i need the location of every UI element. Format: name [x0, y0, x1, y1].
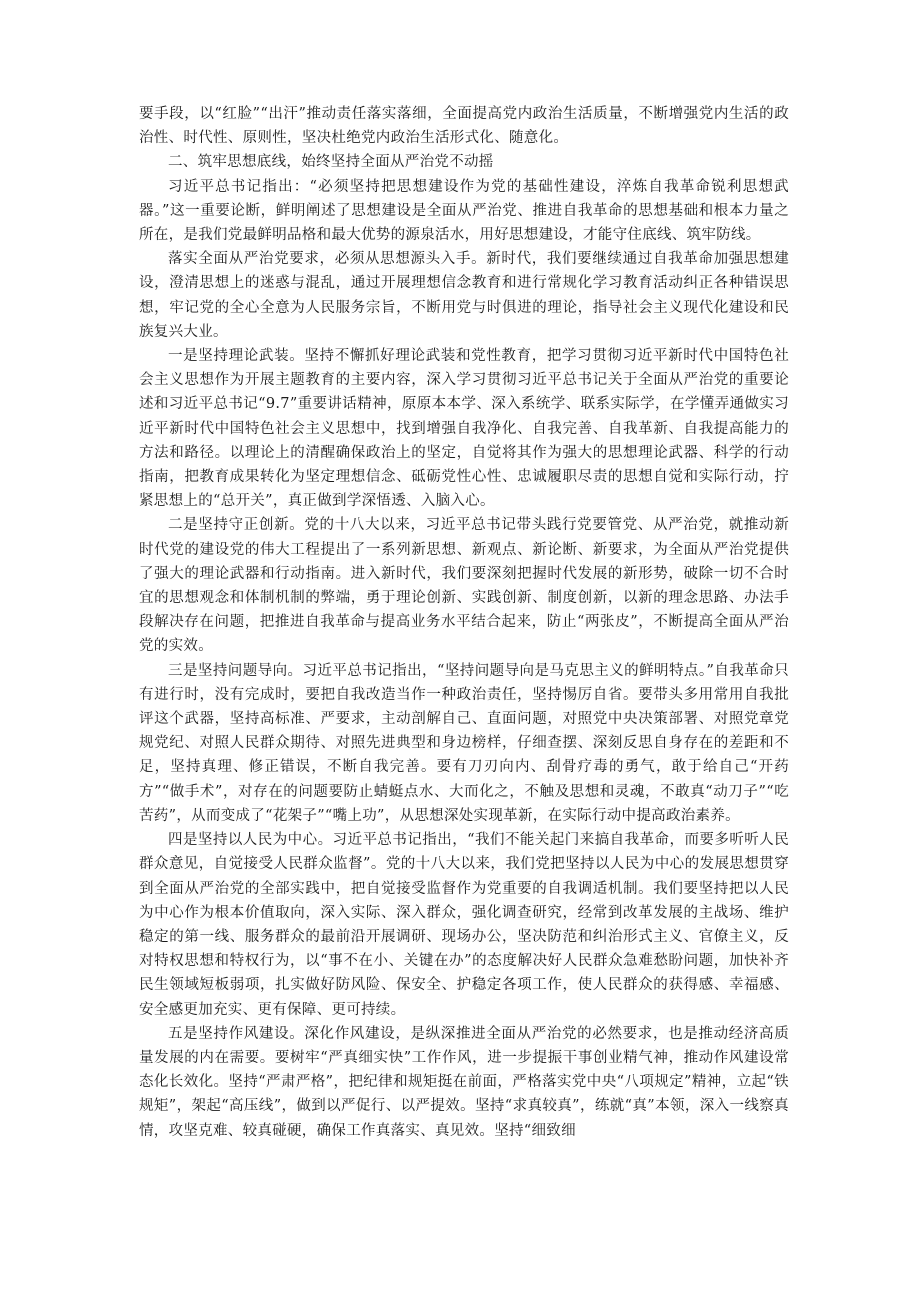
document-body [139, 102, 789, 1143]
paragraph-point-5: 五是坚持作风建设。深化作风建设，是纵深推进全面从严治党的必然要求，也是推动经济高质量发展的内在需要。要树牢“严真细实快”工作作风，进一步提振干事创业精气神，推动作风建设常态化长效化。坚持“严肃严格”，把纪律和规矩挺在前面，严格落实党中央“八项规定”精神，立起“铁规矩”，架起“高压线”，做到以严促行、以严提效。坚持“求真较真”，练就“真”本领，深入一线察真情，攻坚克难、较真碰硬，确保工作真落实、真见效。坚持“细致细 [139, 1025, 789, 1139]
section-heading: 二、筑牢思想底线，始终坚持全面从严治党不动摇 [168, 154, 494, 171]
paragraph-point-2: 二是坚持守正创新。党的十八大以来，习近平总书记带头践行党要管党、从严治党，就推动新时代党的建设党的伟大工程提出了一系列新思想、新观点、新论断、新要求，为全面从严治党提供了强大的理论武器和行动指南。进入新时代，我们要深刻把握时代发展的新形势，破除一切不合时宜的思想观念和体制机制的弊端，勇于理论创新、实践创新、制度创新，以新的理念思路、办法手段解决存在问题，把推进自我革命与提高业务水平结合起来，防止“两张皮”，不断提高全面从严治党的实效。 [139, 517, 789, 655]
paragraph: 习近平总书记指出：“必须坚持把思想建设作为党的基础性建设，淬炼自我革命锐利思想武器。”这一重要论断，鲜明阐述了思想建设是全面从严治党、推进自我革命的思想基础和根本力量之所在，是我们党最鲜明品格和最大优势的源泉活水，用好思想建设，才能守住底线、筑牢防线。 [139, 178, 789, 244]
paragraph-point-1: 一是坚持理论武装。坚持不懈抓好理论武装和党性教育，把学习贯彻习近平新时代中国特色社会主义思想作为开展主题教育的主要内容，深入学习贯彻习近平总书记关于全面从严治党的重要论述和习近平总书记“9.7”重要讲话精神，原原本本学、深入系统学、联系实际学，在学懂弄通做实习近平新时代中国特色社会主义思想中，找到增强自我净化、自我完善、自我革新、自我提高能力的方法和路径。以理论上的清醒确保政治上的坚定，自觉将其作为强大的思想理论武器、科学的行动指南，把教育成果转化为坚定理想信念、砥砺党性心性、忠诚履职尽责的思想自觉和实际行动，拧紧思想上的“总开关”，真正做到学深悟透、入脑入心。 [139, 348, 789, 510]
paragraph-point-3: 三是坚持问题导向。习近平总书记指出，“坚持问题导向是马克思主义的鲜明特点。”自我革命只有进行时，没有完成时，要把自我改造当作一种政治责任，坚持惕厉自省。要带头多用常用自我批评这个武器，坚持高标准、严要求，主动剖解自己、直面问题，对照党中央决策部署、对照党章党规党纪、对照人民群众期待、对照先进典型和身边榜样，仔细查摆、深刻反思自身存在的差距和不足，坚持真理、修正错误，不断自我完善。要有刀刃向内、刮骨疗毒的勇气，敢于给自己“开药方”“做手术”，对存在的问题要防止蜻蜓点水、大而化之，不触及思想和灵魂，不敢真“动刀子”“吃苦药”，从而变成了“花架子”“嘴上功”，从思想深处实现革新，在实际行动中提高政治素养。 [139, 662, 789, 824]
paragraph-continuation: 要手段，以“红脸”“出汗”推动责任落实落细，全面提高党内政治生活质量，不断增强党内生活的政治性、时代性、原则性，坚决杜绝党内政治生活形式化、随意化。 [139, 106, 789, 147]
paragraph-point-4: 四是坚持以人民为中心。习近平总书记指出，“我们不能关起门来搞自我革命，而要多听听人民群众意见，自觉接受人民群众监督”。党的十八大以来，我们党把坚持以人民为中心的发展思想贯穿到全面从严治党的全部实践中，把自觉接受监督作为党重要的自我调适机制。我们要坚持把以人民为中心作为根本价值取向，深入实际、深入群众，强化调查研究，经常到改革发展的主战场、维护稳定的第一线、服务群众的最前沿开展调研、现场办公，坚决防范和纠治形式主义、官僚主义，反对特权思想和特权行为，以“事不在小、关键在办”的态度解决好人民群众急难愁盼问题，加快补齐民生领域短板弱项，扎实做好防风险、保安全、护稳定各项工作，使人民群众的获得感、幸福感、安全感更加充实、更有保障、更可持续。 [139, 832, 789, 1018]
paragraph: 落实全面从严治党要求，必须从思想源头入手。新时代，我们要继续通过自我革命加强思想建设，澄清思想上的迷惑与混乱，通过开展理想信念教育和进行常规化学习教育活动纠正各种错误思想，牢记党的全心全意为人民服务宗旨，不断用党与时俱进的理论，指导社会主义现代化建设和民族复兴大业。 [139, 251, 789, 340]
